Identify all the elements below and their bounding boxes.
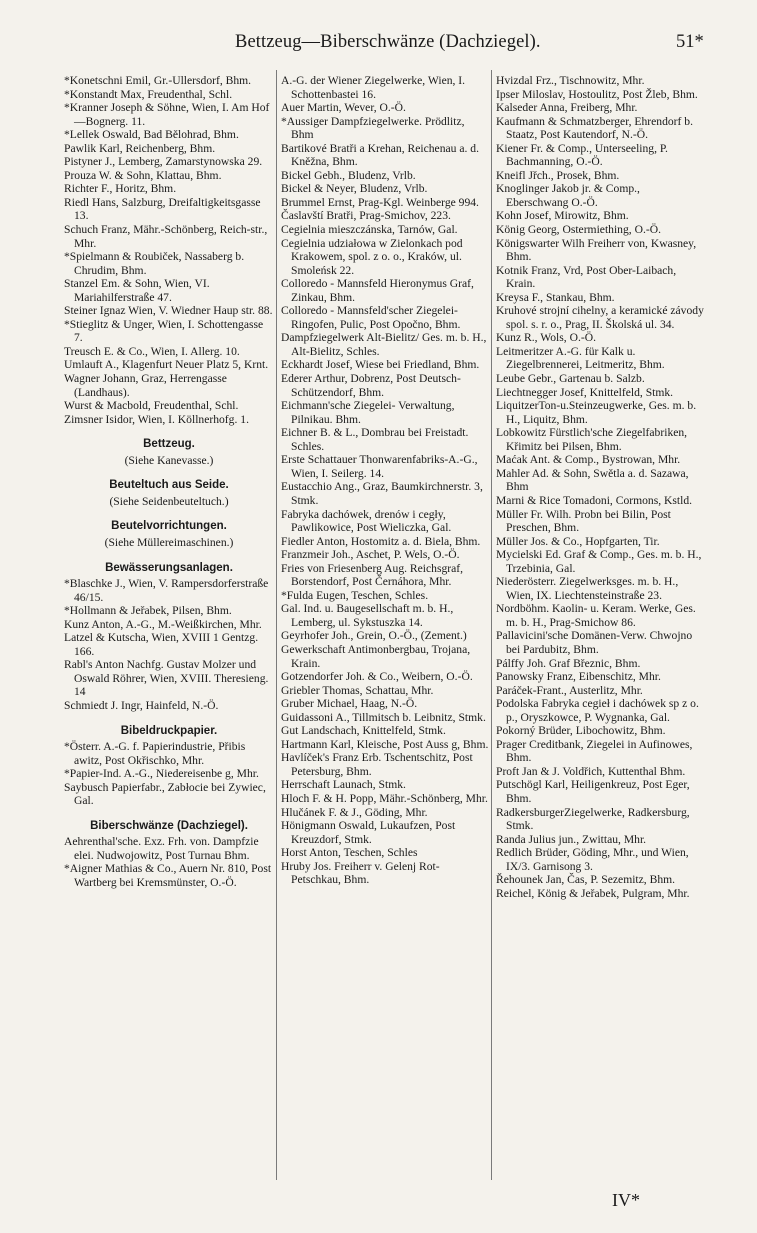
directory-entry: Ederer Arthur, Dobrenz, Post Deutsch-Schützendorf, Bhm. <box>281 372 461 399</box>
cross-reference-note: (Siehe Seidenbeuteltuch.) <box>109 494 229 508</box>
directory-entry: *Lellek Oswald, Bad Bělohrad, Bhm. <box>64 128 239 142</box>
directory-entry: *Hollmann & Jeřabek, Pilsen, Bhm. <box>64 604 232 618</box>
directory-entry: Řehounek Jan, Čas, P. Sezemitz, Bhm. <box>496 873 676 887</box>
directory-entry: Proft Jan & J. Voldřich, Kuttenthal Bhm. <box>496 764 686 778</box>
directory-entry: Colloredo - Mannsfeld Hieronymus Graf, Zinkau, Bhm. <box>281 277 474 304</box>
directory-entry: Maćak Ant. & Comp., Bystrowan, Mhr. <box>496 453 681 467</box>
page-header <box>0 28 757 58</box>
directory-entry: RadkersburgerZiegelwerke, Radkersburg, Stmk. <box>496 805 690 833</box>
directory-entry: Kneifl Jřch., Prosek, Bhm. <box>496 168 620 182</box>
directory-entry: Franzmeir Joh., Aschet, P. Wels, O.-Ö. <box>281 548 460 562</box>
directory-entry: Eustacchio Ang., Graz, Baumkirchnerstr. 3, Stmk. <box>281 480 483 507</box>
directory-entry: Cegielnia udziałowa w Zielonkach pod Krakowem, spol. z o. o., Kraków, ul. Smoleńsk 22. <box>281 236 463 277</box>
directory-entry: Kunz Anton, A.-G., M.-Weißkirchen, Mhr. <box>64 617 262 631</box>
directory-entry: *Papier-Ind. A.-G., Niedereisenbe g, Mhr. <box>64 767 259 781</box>
directory-columns <box>0 74 757 1184</box>
directory-entry: Kreysa F., Stankau, Bhm. <box>496 290 615 304</box>
signature-mark: IV* <box>612 1190 640 1210</box>
column-1 <box>64 74 274 890</box>
directory-entry: *Österr. A.-G. f. Papierindustrie, Přibis awitz, Post Okřischko, Mhr. <box>64 740 246 767</box>
directory-entry: Kiener Fr. & Comp., Unterseeling, P. Bachmanning, O.-Ö. <box>496 141 668 169</box>
directory-entry: Liechtnegger Josef, Knittelfeld, Stmk. <box>496 385 674 399</box>
directory-entry: Ipser Miloslav, Hostoulitz, Post Žleb, Bhm. <box>496 87 698 101</box>
directory-entry: Prager Creditbank, Ziegelei in Aufinowes, Bhm. <box>496 737 693 765</box>
directory-entry: A.-G. der Wiener Ziegelwerke, Wien, I. Schottenbastei 16. <box>281 74 466 101</box>
directory-entry: Nordböhm. Kaolin- u. Keram. Werke, Ges. m. b. H., Prag-Smichow 86. <box>496 602 696 629</box>
directory-entry: Stanzel Em. & Sohn, Wien, VI. Mariahilferstraße 47. <box>64 277 210 304</box>
directory-entry: Richter F., Horitz, Bhm. <box>64 182 177 196</box>
directory-entry: Hönigmann Oswald, Lukaufzen, Post Kreuzdorf, Stmk. <box>281 819 456 846</box>
directory-entry: Putschögl Karl, Heiligenkreuz, Post Eger, Bhm. <box>496 778 690 805</box>
directory-entry: Pistyner J., Lemberg, Zamarstynowska 29. <box>64 155 263 169</box>
directory-entry: Schmiedt J. Ingr, Hainfeld, N.-Ö. <box>64 698 219 712</box>
directory-entry: *Fulda Eugen, Teschen, Schles. <box>281 588 429 602</box>
directory-entry: Cegielnia mieszczánska, Tarnów, Gal. <box>281 223 458 237</box>
directory-entry: Pokorný Brüder, Libochowitz, Bhm. <box>496 724 666 738</box>
cross-reference-note: (Siehe Müllereimaschinen.) <box>104 535 234 549</box>
directory-entry: Gruber Michael, Haag, N.-Ö. <box>281 697 418 711</box>
directory-entry: Königswarter Wilh Freiherr von, Kwasney, Bhm. <box>496 236 697 264</box>
directory-entry: Niederösterr. Ziegelwerksges. m. b. H., Wien, IX. Liechtensteinstraße 23. <box>496 575 679 602</box>
directory-entry: Brummel Ernst, Prag-Kgl. Weinberge 994. <box>281 195 479 209</box>
directory-entry: Eichner B. & L., Dombrau bei Freistadt. Schles. <box>281 426 469 453</box>
directory-entry: Kotnik Franz, Vrd, Post Ober-Laibach, Krain. <box>496 263 677 291</box>
directory-entry: Horst Anton, Teschen, Schles <box>281 846 418 860</box>
directory-entry: Fries von Friesenberg Aug. Reichsgraf, Borstendorf, Post Černáhora, Mhr. <box>281 561 464 589</box>
directory-entry: Riedl Hans, Salzburg, Dreifaltigkeitsgasse 13. <box>64 195 261 223</box>
column-3 <box>496 74 704 900</box>
directory-entry: Eckhardt Josef, Wiese bei Friedland, Bhm. <box>281 358 480 372</box>
directory-entry: Pawlik Karl, Reichenberg, Bhm. <box>64 141 216 155</box>
directory-entry: Saybusch Papierfabr., Zabłocie bei Zywiec, Gal. <box>64 780 266 808</box>
directory-entry: Umlauft A., Klagenfurt Neuer Platz 5, Krnt. <box>64 358 269 372</box>
directory-entry: Steiner Ignaz Wien, V. Wiedner Haup str. 88. <box>64 304 273 318</box>
directory-entry: Rabl's Anton Nachfg. Gustav Molzer und Oswald Röhrer, Wien, XVIII. Theresieng. 14 <box>64 658 269 699</box>
directory-entry: *Blaschke J., Wien, V. Rampersdorferstraße 46/15. <box>64 577 269 604</box>
directory-entry: Marni & Rice Tomadoni, Cormons, Kstld. <box>496 493 693 507</box>
directory-entry: Bartikové Bratři a Krehan, Reichenau a. d. Kněžna, Bhm. <box>281 141 479 169</box>
page-number: 51* <box>676 32 704 52</box>
directory-entry: Kruhové strojní cihelny, a keramické závody spol. s. r. o., Prag, II. Školská ul. 34. <box>496 304 704 331</box>
directory-entry: Hruby Jos. Freiherr v. Gelenj Rot-Petschkau, Bhm. <box>281 859 440 887</box>
directory-entry: Kalseder Anna, Freiberg, Mhr. <box>496 101 638 115</box>
section-heading: Bewässerungsanlagen. <box>105 561 233 574</box>
directory-entry: Fiedler Anton, Hostomitz a. d. Biela, Bhm. <box>281 534 481 548</box>
directory-entry: *Stieglitz & Unger, Wien, I. Schottengasse 7. <box>64 317 264 345</box>
directory-entry: *Konetschni Emil, Gr.-Ullersdorf, Bhm. <box>64 74 252 87</box>
directory-entry: *Kranner Joseph & Söhne, Wien, I. Am Hof—Bognerg. 11. <box>64 101 270 128</box>
section-heading: Beuteltuch aus Seide. <box>109 479 229 492</box>
section-heading: Bibeldruckpapier. <box>120 724 218 737</box>
directory-entry: Schuch Franz, Mähr.-Schönberg, Reich-str., Mhr. <box>64 223 268 250</box>
directory-entry: Kunz R., Wols, O.-Ö. <box>496 331 596 345</box>
section-heading: Bettzeug. <box>143 438 195 451</box>
directory-entry: *Aigner Mathias & Co., Auern Nr. 810, Post Wartberg bei Kremsmünster, O.-Ö. <box>64 862 272 889</box>
directory-entry: Kohn Josef, Mirowitz, Bhm. <box>496 209 629 223</box>
directory-entry: König Georg, Ostermiething, O.-Ö. <box>496 223 661 237</box>
section-heading: Biberschwänze (Dachziegel). <box>90 819 248 832</box>
directory-entry: Hlučánek F. & J., Göding, Mhr. <box>281 805 428 819</box>
directory-entry: Knoglinger Jakob jr. & Comp., Eberschwang O.-Ö. <box>496 182 640 209</box>
directory-entry: Geyrhofer Joh., Grein, O.-Ö., (Zement.) <box>281 629 467 643</box>
column-2 <box>281 74 489 887</box>
directory-entry: Pálffy Joh. Graf Březnic, Bhm. <box>496 656 641 670</box>
directory-entry: Mahler Ad. & Sohn, Swětla a. d. Sazawa, Bhm <box>496 466 689 494</box>
directory-entry: Gewerkschaft Antimonbergbau, Trojana, Krain. <box>281 642 471 670</box>
directory-entry: Fabryka dachówek, drenów i cegły, Pawlikowice, Post Wieliczka, Gal. <box>281 507 452 535</box>
cross-reference-note: (Siehe Kanevasse.) <box>124 453 214 467</box>
directory-entry: Reichel, König & Jeřabek, Pulgram, Mhr. <box>496 886 690 900</box>
directory-entry: Latzel & Kutscha, Wien, XVIII 1 Gentzg. 166. <box>64 631 259 658</box>
directory-entry: Herrschaft Launach, Stmk. <box>281 778 406 792</box>
directory-entry: Redlich Brüder, Göding, Mhr., und Wien, IX/3. Garnisong 3. <box>496 846 689 873</box>
directory-entry: Panowsky Franz, Eibenschitz, Mhr. <box>496 670 661 684</box>
directory-entry: Müller Fr. Wilh. Probn bei Bilin, Post Preschen, Bhm. <box>496 507 671 535</box>
directory-entry: Leube Gebr., Gartenau b. Salzb. <box>496 372 645 386</box>
directory-entry: Havlíček's Franz Erb. Tschentschitz, Post Petersburg, Bhm. <box>281 751 473 778</box>
directory-entry: Podolska Fabryka cegieł i dachówek sp z o. p., Oryszkowce, P. Wygnanka, Gal. <box>496 697 699 724</box>
directory-entry: Randa Julius jun., Zwittau, Mhr. <box>496 832 647 846</box>
directory-entry: Bickel Gebh., Bludenz, Vrlb. <box>281 168 416 182</box>
directory-entry: Dampfziegelwerk Alt-Bielitz/ Ges. m. b. H., Alt-Bielitz, Schles. <box>281 331 487 358</box>
page-title: Bettzeug—Biberschwänze (Dachziegel). <box>235 32 541 52</box>
directory-entry: Pallavicini'sche Domänen-Verw. Chwojno bei Pardubitz, Bhm. <box>496 629 693 656</box>
directory-entry: Eichmann'sche Ziegelei- Verwaltung, Pilnikau. Bhm. <box>281 399 455 426</box>
directory-entry: Wagner Johann, Graz, Herrengasse (Landhaus). <box>64 372 227 399</box>
directory-entry: Hloch F. & H. Popp, Mähr.-Schönberg, Mhr. <box>281 791 488 805</box>
directory-entry: Zimsner Isidor, Wien, I. Köllnerhofg. 1. <box>64 412 249 426</box>
directory-entry: Guidassoni A., Tillmitsch b. Leibnitz, Stmk. <box>281 710 486 724</box>
directory-entry: Auer Martin, Wever, O.-Ö. <box>281 101 406 115</box>
directory-entry: Mycielski Ed. Graf & Comp., Ges. m. b. H., Trzebinia, Gal. <box>496 548 702 575</box>
directory-entry: Gut Landschach, Knittelfeld, Stmk. <box>281 724 446 738</box>
directory-entry: Colloredo - Mannsfeld'scher Ziegelei-Ringofen, Pulic, Post Opočno, Bhm. <box>281 304 461 331</box>
directory-entry: *Aussiger Dampfziegelwerke. Prödlitz, Bhm <box>281 114 465 142</box>
directory-entry: Gotzendorfer Joh. & Co., Weibern, O.-Ö. <box>281 670 473 684</box>
directory-entry: Bickel & Neyer, Bludenz, Vrlb. <box>281 182 428 196</box>
directory-entry: Treusch E. & Co., Wien, I. Allerg. 10. <box>64 344 240 358</box>
directory-entry: Paráček-Frant., Austerlitz, Mhr. <box>496 683 643 697</box>
directory-entry: Griebler Thomas, Schattau, Mhr. <box>281 683 434 697</box>
directory-entry: Kaufmann & Schmatzberger, Ehrendorf b. Staatz, Post Kautendorf, N.-Ö. <box>496 114 693 142</box>
directory-entry: Erste Schattauer Thonwarenfabriks-A.-G., Wien, I. Seilerg. 14. <box>281 453 478 480</box>
directory-entry: LiquitzerTon-u.Steinzeugwerke, Ges. m. b. H., Liquitz, Bhm. <box>496 399 697 426</box>
directory-entry: *Spielmann & Roubiček, Nassaberg b. Chrudim, Bhm. <box>64 250 245 277</box>
directory-entry: Hvizdal Frz., Tischnowitz, Mhr. <box>496 74 645 87</box>
directory-entry: Wurst & Macbold, Freudenthal, Schl. <box>64 399 239 413</box>
directory-entry: Lobkowitz Fürstlich'sche Ziegelfabriken, Křimitz bei Pilsen, Bhm. <box>496 426 688 453</box>
directory-entry: Prouza W. & Sohn, Klattau, Bhm. <box>64 168 222 182</box>
directory-entry: *Konstandt Max, Freudenthal, Schl. <box>64 87 233 101</box>
directory-entry: Hartmann Karl, Kleische, Post Auss g, Bhm. <box>281 737 489 751</box>
directory-entry: Gal. Ind. u. Baugesellschaft m. b. H., Lemberg, ul. Sykstuszka 14. <box>281 602 454 629</box>
section-heading: Beutelvorrichtungen. <box>111 520 227 533</box>
directory-entry: Müller Jos. & Co., Hopfgarten, Tir. <box>496 534 660 548</box>
directory-entry: Časlavští Bratři, Prag-Smichov, 223. <box>281 209 451 223</box>
directory-entry: Aehrenthal'sche. Exz. Frh. von. Dampfzie elei. Nudwojowitz, Post Turnau Bhm. <box>64 835 259 862</box>
directory-entry: Leitmeritzer A.-G. für Kalk u. Ziegelbrennerei, Leitmeritz, Bhm. <box>496 344 665 372</box>
